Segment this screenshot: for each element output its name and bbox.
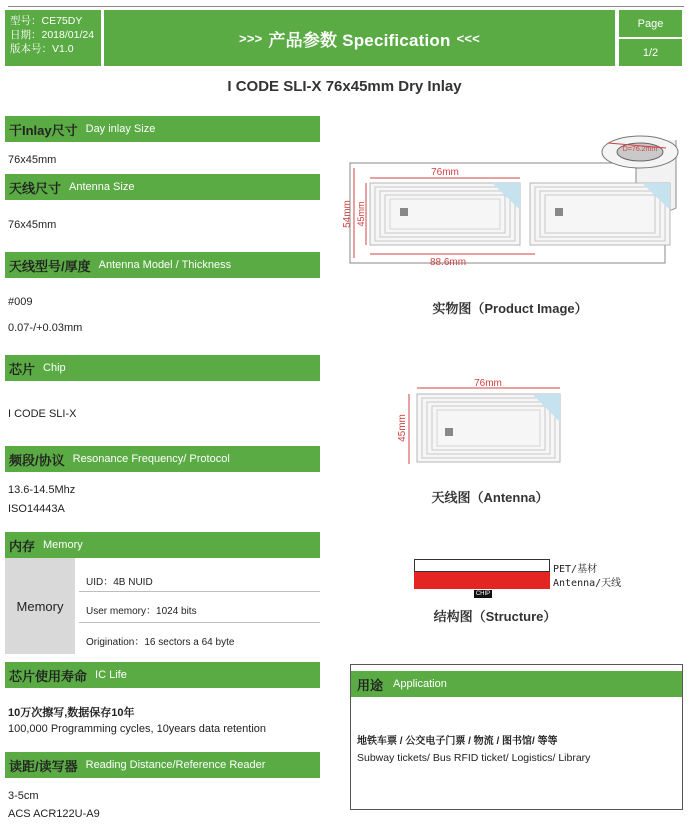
memory-uid: UID：4B NUID — [86, 577, 153, 588]
antenna-thickness-value: 0.07-/+0.03mm — [8, 322, 83, 334]
section-memory — [5, 532, 320, 558]
width-dim-label: 76mm — [431, 167, 459, 178]
section-antenna-model — [5, 252, 320, 278]
reading-distance: 3-5cm — [8, 790, 39, 802]
antenna-layer-label: Antenna/天线 — [553, 578, 622, 589]
section-title-en: Chip — [43, 362, 66, 374]
section-title-zh: 天线尺寸 — [9, 180, 62, 196]
frequency-value: 13.6-14.5Mhz — [8, 484, 76, 496]
section-title-zh: 用途 — [357, 677, 384, 693]
page-title: 产品参数 Specification — [268, 30, 451, 50]
inlay-2 — [530, 183, 670, 245]
product-image-caption: 实物图（Product Image） — [432, 301, 588, 316]
antenna-width-label: 76mm — [474, 378, 502, 389]
section-application — [351, 671, 682, 697]
section-frequency — [5, 446, 320, 472]
section-reader — [5, 752, 320, 778]
pet-layer-label: PET/基材 — [553, 564, 598, 575]
protocol-value: ISO14443A — [8, 503, 65, 515]
section-chip — [5, 355, 320, 381]
pitch-label: 88.6mm — [429, 257, 467, 268]
structure-caption: 结构图（Structure） — [433, 609, 557, 624]
section-inlay-size — [5, 116, 320, 142]
date: 日期：2018/01/24 — [10, 29, 95, 41]
antenna-size-value: 76x45mm — [8, 219, 57, 231]
section-title-en: Day inlay Size — [85, 123, 156, 135]
inlay-size-value: 76x45mm — [8, 154, 57, 166]
inlay-1 — [370, 183, 520, 245]
arrows-right: <<< — [456, 30, 480, 46]
section-title-zh: 天线型号/厚度 — [9, 258, 91, 274]
inner-height-label: 45mm — [356, 201, 366, 227]
chip-block: CHIP — [475, 591, 491, 597]
section-antenna-size — [5, 174, 320, 200]
section-title-zh: 读距/读写器 — [9, 758, 78, 774]
antenna-caption: 天线图（Antenna） — [431, 490, 549, 505]
chip-value: I CODE SLI-X — [8, 408, 77, 420]
application-en: Subway tickets/ Bus RFID ticket/ Logistics/ Library — [357, 752, 591, 764]
section-title-en: IC Life — [95, 669, 127, 681]
ic-life-en: 100,000 Programming cycles, 10years data retention — [8, 723, 267, 735]
top-rule — [8, 6, 684, 7]
model-number: 型号：CE75DY — [10, 15, 83, 27]
memory-user: User memory：1024 bits — [86, 606, 197, 617]
memory-divider — [79, 591, 320, 592]
section-title-zh: 芯片使用寿命 — [9, 668, 88, 684]
memory-origination: Origination：16 sectors a 64 byte — [86, 637, 235, 648]
antenna-model-value: #009 — [8, 296, 33, 308]
section-title-zh: 内存 — [9, 538, 36, 554]
antenna-layer — [414, 572, 550, 589]
header-info — [5, 10, 101, 66]
memory-label: Memory — [5, 558, 75, 654]
antenna-height-label: 45mm — [397, 414, 408, 442]
pet-layer — [414, 559, 550, 572]
outer-height-label: 54mm — [342, 200, 353, 228]
section-ic-life — [5, 662, 320, 688]
antenna-coil — [417, 394, 560, 462]
ic-life-zh: 10万次擦写,数据保存10年 — [8, 707, 135, 719]
section-title-zh: 芯片 — [9, 361, 36, 377]
section-title-en: Memory — [43, 539, 83, 551]
roll-diameter-label: D=76.2mm — [622, 146, 658, 153]
document-title: I CODE SLI-X 76x45mm Dry Inlay — [227, 78, 462, 95]
section-title-en: Antenna Size — [69, 181, 135, 193]
section-title-en: Resonance Frequency/ Protocol — [72, 453, 230, 465]
reference-reader: ACS ACR122U-A9 — [8, 808, 100, 820]
page-number: 1/2 — [619, 39, 682, 66]
page-label: Page — [619, 10, 682, 37]
section-title-en: Antenna Model / Thickness — [98, 259, 232, 271]
version: 版本号：V1.0 — [10, 43, 74, 55]
section-title-en: Reading Distance/Reference Reader — [85, 759, 266, 771]
section-title-zh: 干Inlay尺寸 — [9, 122, 78, 138]
arrows-left: >>> — [239, 30, 263, 46]
header-title — [104, 10, 615, 66]
section-title-en: Application — [393, 678, 447, 690]
antenna-drawing — [395, 376, 570, 466]
memory-divider — [79, 622, 320, 623]
section-title-zh: 频段/协议 — [9, 452, 65, 468]
product-image-drawing — [340, 128, 685, 268]
application-zh: 地铁车票 / 公交电子门票 / 物流 / 图书馆/ 等等 — [357, 736, 558, 747]
